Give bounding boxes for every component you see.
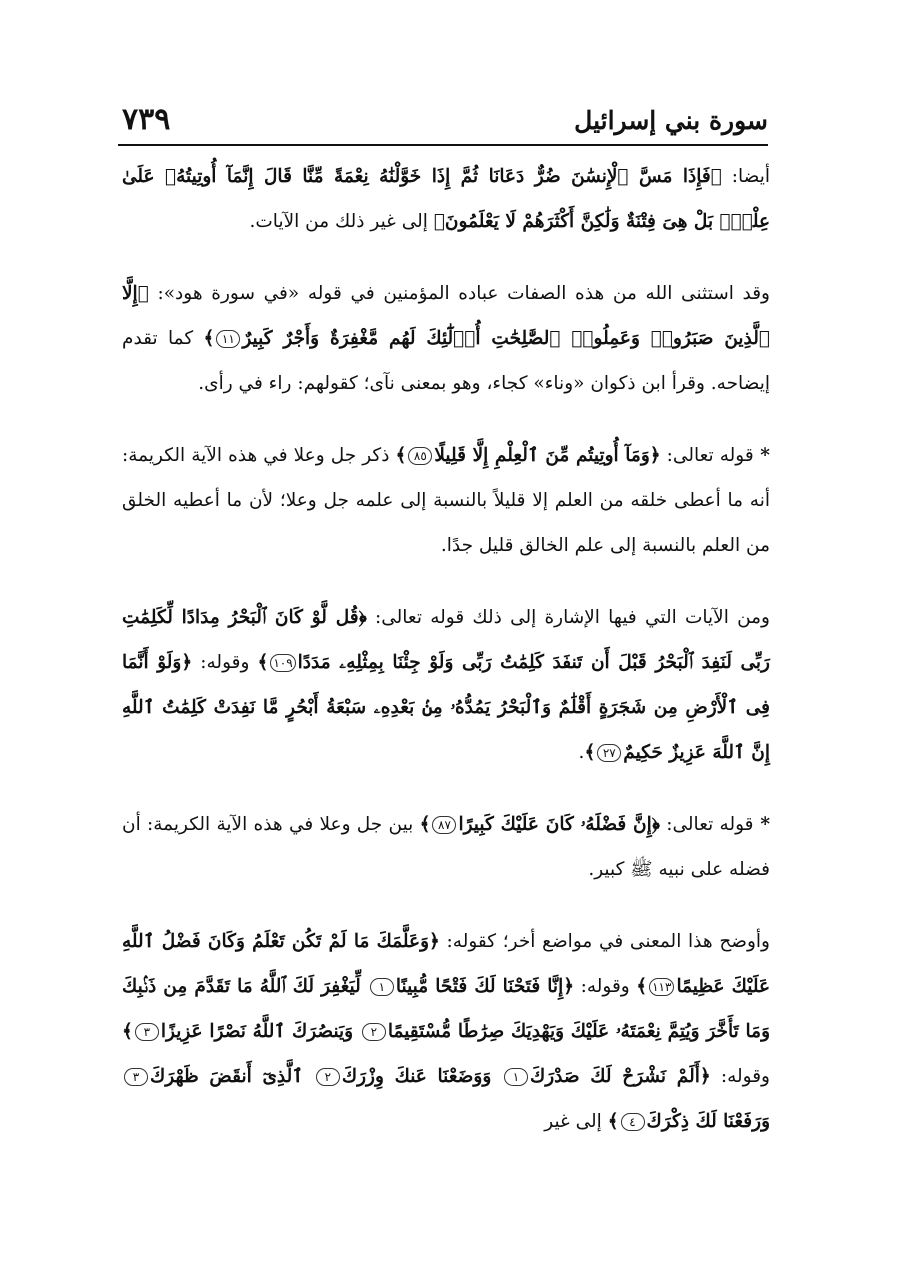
verse-bracket: ﴿ bbox=[710, 166, 722, 187]
verse-number: ١ bbox=[504, 1068, 528, 1086]
body-text: وأوضح هذا المعنى في مواضع أخر؛ كقوله: bbox=[439, 931, 770, 952]
body-text: أيضا: bbox=[721, 166, 770, 187]
paragraph bbox=[122, 154, 770, 244]
verse-bracket: ﴾ bbox=[395, 445, 407, 466]
quran-verse: إِنَّا فَتَحْنَا لَكَ فَتْحًا مُّبِينًا bbox=[395, 976, 564, 997]
verse-bracket: ﴿ bbox=[358, 607, 367, 628]
verse-number: ٤ bbox=[621, 1113, 645, 1131]
paragraph bbox=[122, 433, 770, 568]
page-number: ٧٣٩ bbox=[122, 102, 171, 137]
body-text: وقوله: bbox=[710, 1066, 770, 1087]
paragraph-gap bbox=[122, 775, 770, 802]
body-text: ذكر جل وعلا في هذه الآية الكريمة: أنه ما أعطى خلقه من العلم إلا قليلاً بالنسبة إلى علمه جل وعلا؛ لأن ما أعطيه الخلق من العلم بالنسبة إلى علم الخالق قليل جدًا. bbox=[122, 445, 770, 556]
quran-verse: قُل لَّوْ كَانَ ٱلْبَحْرُ مِدَادًا لِّكَلِمَٰتِ رَبِّى لَنَفِدَ ٱلْبَحْرُ قَبْلَ أَن تَنفَدَ كَلِمَٰتُ رَبِّى وَلَوْ جِئْنَا بِمِثْلِهِۦ مَدَدًا bbox=[122, 607, 770, 673]
quran-verse: وَرَفَعْنَا لَكَ ذِكْرَكَ bbox=[646, 1111, 770, 1132]
verse-number: ٣ bbox=[124, 1068, 148, 1086]
verse-number: ١٠٩ bbox=[270, 654, 295, 672]
body-text: قوله تعالى: bbox=[659, 814, 754, 835]
verse-bracket: ﴾ bbox=[419, 814, 431, 835]
verse-bracket: ﴿ bbox=[649, 445, 661, 466]
verse-number: ٢ bbox=[362, 1023, 386, 1041]
body-text: وقوله: bbox=[574, 976, 637, 997]
verse-bracket: ﴾ bbox=[257, 652, 269, 673]
verse-bracket: ﴿ bbox=[429, 931, 440, 952]
paragraph bbox=[122, 271, 770, 406]
body-text: إلى غير ذلك من الآيات. bbox=[249, 211, 434, 232]
verse-bracket: ﴿ bbox=[181, 652, 193, 673]
page-body bbox=[122, 154, 770, 1144]
paragraph-gap bbox=[122, 568, 770, 595]
body-text: . bbox=[578, 742, 585, 763]
page-header bbox=[118, 100, 768, 146]
paragraph-gap bbox=[122, 406, 770, 433]
body-text: وقوله: bbox=[192, 652, 258, 673]
quran-verse: وَعَلَّمَكَ مَا لَمْ تَكُن تَعْلَمُ وَكَانَ فَضْلُ ٱللَّهِ عَلَيْكَ عَظِيمًا bbox=[122, 931, 770, 997]
verse-bracket: ﴾ bbox=[203, 328, 215, 349]
body-text: ومن الآيات التي فيها الإشارة إلى ذلك قوله تعالى: bbox=[366, 607, 770, 628]
paragraph bbox=[122, 919, 770, 1144]
quran-verse: فَإِذَا مَسَّ ٱلْإِنسَٰنَ ضُرٌّ دَعَانَا ثُمَّ إِذَا خَوَّلْنَٰهُ نِعْمَةً مِّنَّا قَالَ إِنَّمَآ أُوتِيتُهُۥ عَلَىٰ عِلْمٍۭ بَلْ هِىَ فِتْنَةٌ وَلَٰكِنَّ أَكْثَرَهُمْ لَا يَعْلَمُونَ bbox=[122, 166, 770, 232]
paragraph-gap bbox=[122, 244, 770, 271]
quran-verse: وَمَآ أُوتِيتُم مِّنَ ٱلْعِلْمِ إِلَّا قَلِيلًا bbox=[434, 445, 650, 466]
paragraph-gap bbox=[122, 892, 770, 919]
paragraph bbox=[122, 595, 770, 775]
verse-bracket: ﴾ bbox=[636, 976, 648, 997]
body-text: كما تقدم إيضاحه. وقرأ ابن ذكوان «وناء» كجاء، وهو بمعنى نآى؛ كقولهم: راء في رأى. bbox=[122, 328, 770, 394]
body-text: قوله تعالى: bbox=[660, 445, 754, 466]
verse-number: ١١٣ bbox=[649, 978, 674, 996]
quran-verse: وَلَوْ أَنَّمَا فِى ٱلْأَرْضِ مِن شَجَرَةٍ أَقْلَٰمٌ وَٱلْبَحْرُ يَمُدُّهُۥ مِنۢ بَعْدِهِۦ سَبْعَةُ أَبْحُرٍ مَّا نَفِدَتْ كَلِمَٰتُ ٱللَّهِ إِنَّ ٱللَّهَ عَزِيزٌ حَكِيمٌ bbox=[122, 652, 770, 763]
quran-verse: أَلَمْ نَشْرَحْ لَكَ صَدْرَكَ bbox=[529, 1066, 700, 1087]
verse-number: ١١ bbox=[216, 330, 240, 348]
quran-verse: وَوَضَعْنَا عَنكَ وِزْرَكَ bbox=[341, 1066, 502, 1087]
paragraph bbox=[122, 802, 770, 892]
section-marker: * bbox=[753, 445, 770, 466]
body-text: إلى غير bbox=[544, 1111, 608, 1132]
verse-number: ٢ bbox=[316, 1068, 340, 1086]
body-text: وقد استثنى الله من هذه الصفات عباده المؤمنين في قوله «في سورة هود»: bbox=[148, 283, 770, 304]
section-marker: * bbox=[753, 814, 771, 835]
verse-bracket: ﴿ bbox=[137, 283, 149, 304]
verse-number: ٨٧ bbox=[432, 816, 456, 834]
quran-verse: وَيَنصُرَكَ ٱللَّهُ نَصْرًا عَزِيزًا bbox=[160, 1021, 360, 1042]
verse-bracket: ﴾ bbox=[607, 1111, 619, 1132]
verse-number: ١ bbox=[370, 978, 394, 996]
quran-verse: ٱلَّذِىٓ أَنقَضَ ظَهْرَكَ bbox=[150, 1066, 314, 1087]
quran-verse: لِّيَغْفِرَ لَكَ ٱللَّهُ مَا تَقَدَّمَ مِن ذَنۢبِكَ وَمَا تَأَخَّرَ وَيُتِمَّ نِعْمَتَهُۥ عَلَيْكَ وَيَهْدِيَكَ صِرَٰطًا مُّسْتَقِيمًا bbox=[122, 976, 770, 1042]
quran-verse: إِنَّ فَضْلَهُۥ كَانَ عَلَيْكَ كَبِيرًا bbox=[458, 814, 652, 835]
quran-verse: إِلَّا ٱلَّذِينَ صَبَرُوا۟ وَعَمِلُوا۟ ٱلصَّٰلِحَٰتِ أُو۟لَٰٓئِكَ لَهُم مَّغْفِرَةٌ وَأَجْرٌ كَبِيرٌ bbox=[122, 283, 770, 349]
header-rule bbox=[118, 144, 768, 146]
body-text: بين جل وعلا في هذه الآية الكريمة: أن فضله على نبيه ﷺ كبير. bbox=[122, 814, 770, 880]
verse-bracket: ﴾ bbox=[584, 742, 596, 763]
verse-bracket: ﴿ bbox=[699, 1066, 711, 1087]
verse-bracket: ﴿ bbox=[563, 976, 575, 997]
verse-bracket: ﴾ bbox=[122, 1021, 133, 1042]
verse-bracket: ﴾ bbox=[433, 211, 445, 232]
verse-number: ٢٧ bbox=[597, 744, 621, 762]
running-title: سورة بني إسرائيل bbox=[574, 106, 768, 135]
verse-number: ٣ bbox=[135, 1023, 159, 1041]
verse-number: ٨٥ bbox=[408, 447, 432, 465]
verse-bracket: ﴿ bbox=[651, 814, 660, 835]
